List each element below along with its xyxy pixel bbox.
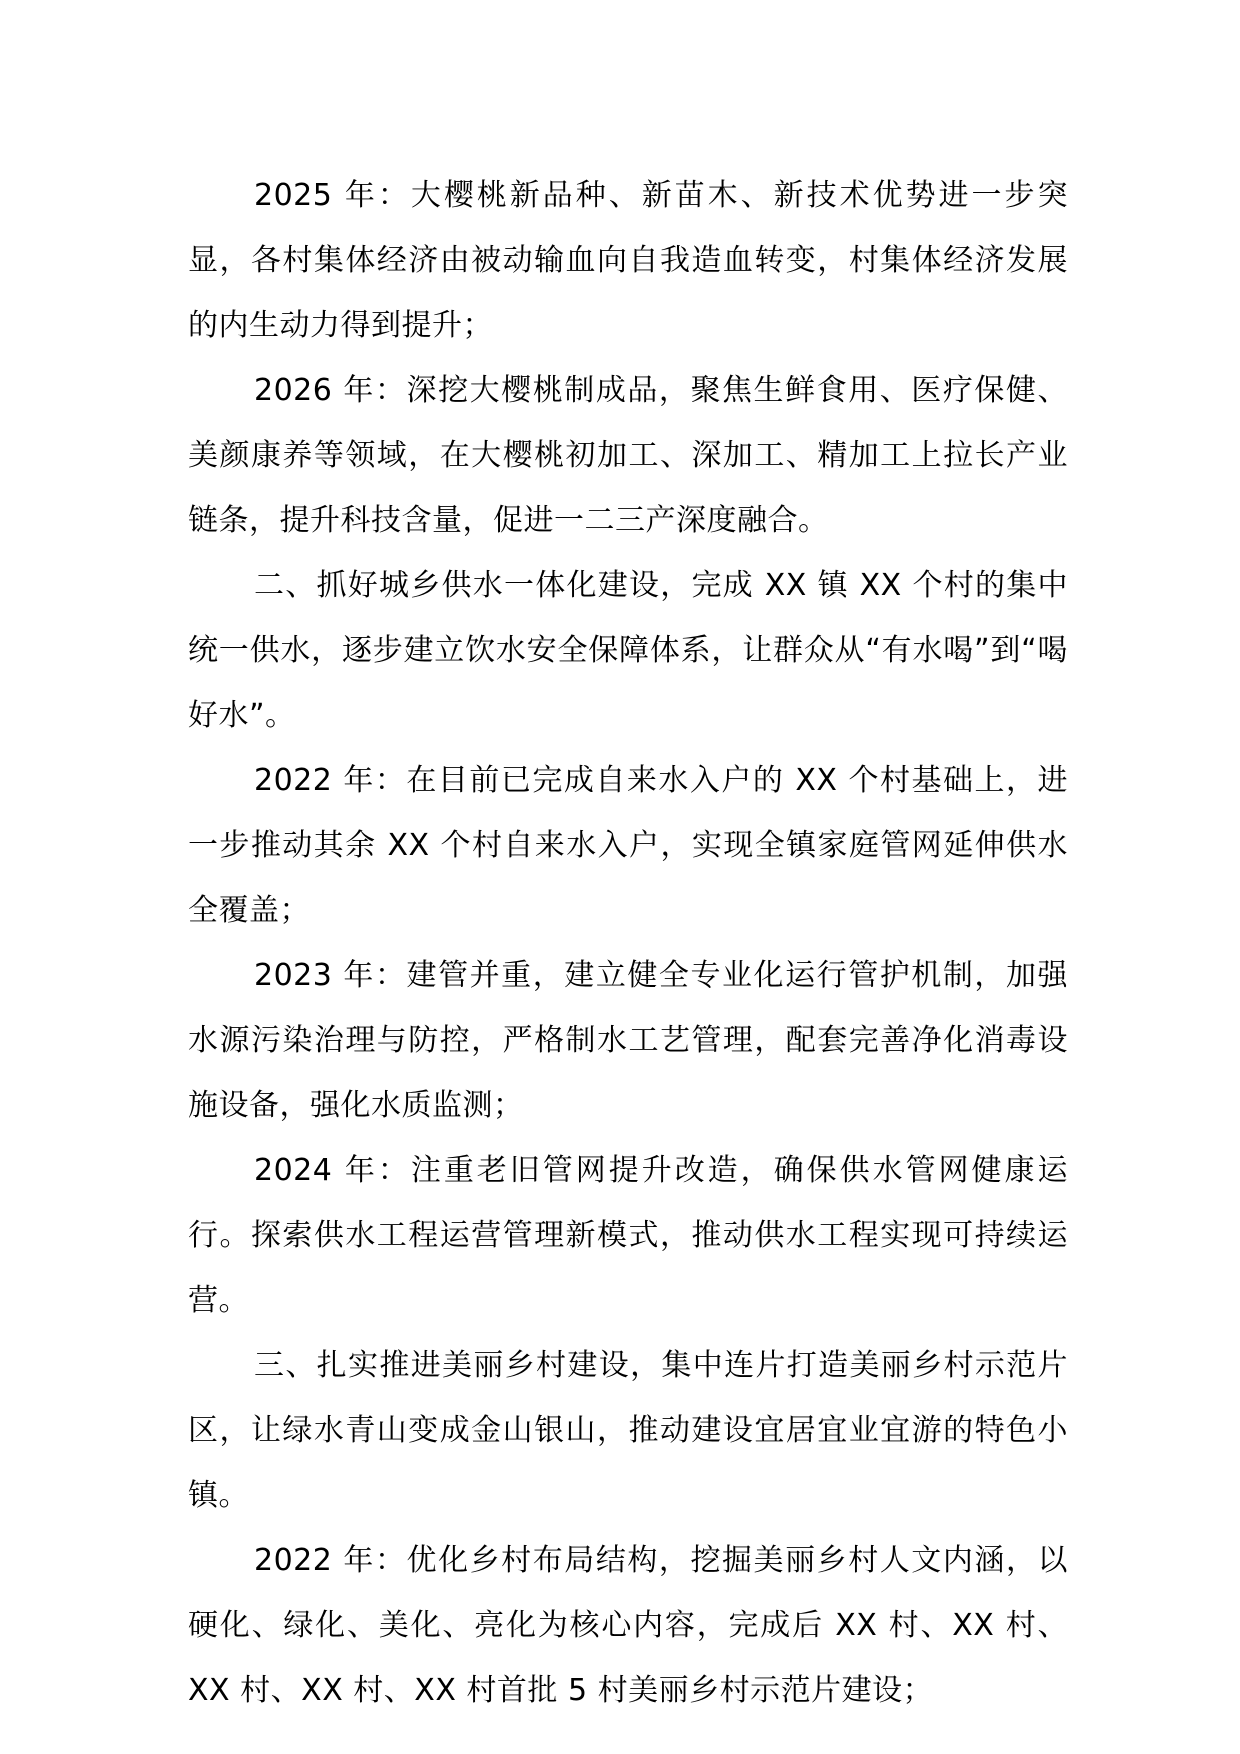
paragraph-2024-water: 2024 年：注重老旧管网提升改造，确保供水管网健康运行。探索供水工程运营管理新模式，推动供水工程实现可持续运营。: [188, 1153, 1068, 1318]
paragraph-2026-cherry: 2026 年：深挖大樱桃制成品，聚焦生鲜食用、医疗保健、美颜康养等领域，在大樱桃初加工、深加工、精加工上拉长产业链条，提升科技含量，促进一二三产深度融合。: [188, 373, 1068, 538]
paragraph-2022-water: 2022 年：在目前已完成自来水入户的 XX 个村基础上，进一步推动其余 XX 个村自来水入户，实现全镇家庭管网延伸供水全覆盖；: [188, 763, 1068, 928]
section-heading-water-supply: 二、抓好城乡供水一体化建设，完成 XX 镇 XX 个村的集中统一供水，逐步建立饮水安全保障体系，让群众从“有水喝”到“喝好水”。: [188, 568, 1068, 733]
section-heading-beautiful-village: 三、扎实推进美丽乡村建设，集中连片打造美丽乡村示范片区，让绿水青山变成金山银山，推动建设宜居宜业宜游的特色小镇。: [188, 1348, 1068, 1513]
paragraph-2023-water: 2023 年：建管并重，建立健全专业化运行管护机制，加强水源污染治理与防控，严格制水工艺管理，配套完善净化消毒设施设备，强化水质监测；: [188, 958, 1068, 1123]
paragraph-2022-village: 2022 年：优化乡村布局结构，挖掘美丽乡村人文内涵，以硬化、绿化、美化、亮化为核心内容，完成后 XX 村、XX 村、XX 村、XX 村、XX 村首批 5 村美丽乡村示范片建设；: [188, 1543, 1068, 1708]
body-text: [188, 163, 1068, 1723]
paragraph-2025-cherry: 2025 年：大樱桃新品种、新苗木、新技术优势进一步突显，各村集体经济由被动输血向自我造血转变，村集体经济发展的内生动力得到提升；: [188, 178, 1068, 343]
